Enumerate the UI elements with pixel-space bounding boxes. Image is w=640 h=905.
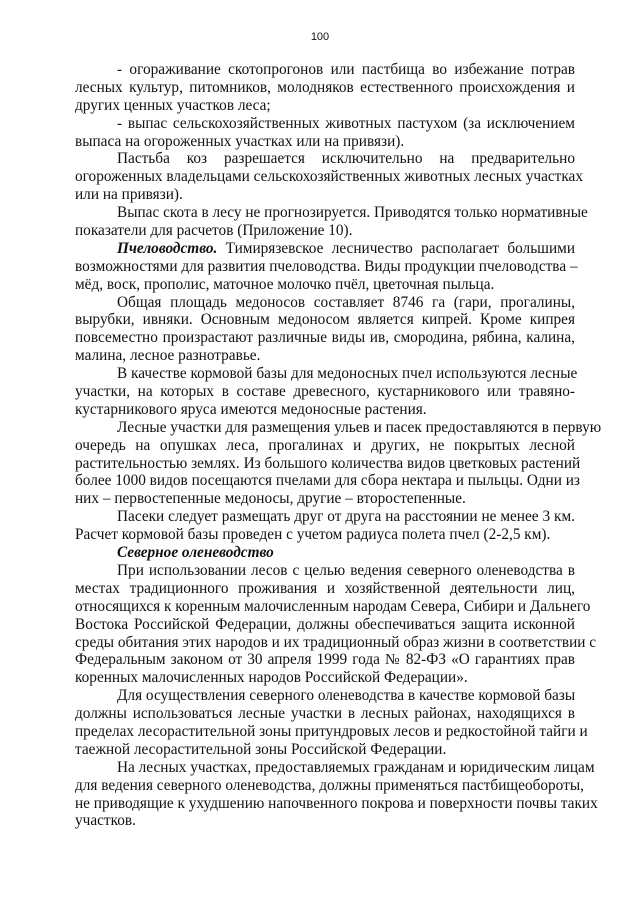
text-line: участков. [75, 812, 136, 830]
text-line: местах традиционного проживания и хозяйственной деятельности лиц, [75, 579, 575, 597]
text-line: растительностью землях. Из большого количества видов цветковых растений [75, 454, 581, 472]
paragraph [75, 204, 588, 240]
text-line: пределах лесорастительной зоны притундровых лесов и редкостойной тайги и [75, 722, 588, 740]
line-text: Тимирязевское лесничество располагает большими [217, 239, 575, 257]
text-line: других ценных участков леса; [75, 96, 271, 114]
text-line: вырубки, ивняки. Основным медоносом является кипрей. Кроме кипрея [75, 311, 575, 329]
text-line: них – первостепенные медоносы, другие – второстепенные. [75, 490, 466, 508]
text-line: коренных малочисленных народов Российской Федерации». [75, 669, 468, 687]
text-line: - огораживание скотопрогонов или пастбища во избежание потрав [117, 61, 575, 78]
text-line: - выпас сельскохозяйственных животных пастухом (за исключением [117, 114, 575, 132]
text-line: В качестве кормовой базы для медоносных пчел используются лесные [117, 365, 578, 383]
text-line: огороженных владельцами сельскохозяйственных животных лесных участках [75, 168, 583, 186]
text-line: относящихся к коренным малочисленным народам Севера, Сибири и Дальнего [75, 597, 591, 615]
text-line: Общая площадь медоносов составляет 8746 га (гари, прогалины, [117, 293, 575, 311]
paragraph [75, 508, 575, 544]
text-line: показатели для расчетов (Приложение 10). [75, 222, 353, 240]
paragraph [75, 150, 583, 204]
paragraph [75, 115, 575, 151]
text-line: участки, на которых в составе древесного, кустарникового или травяно- [75, 383, 575, 401]
text-line [75, 240, 575, 258]
text-line: возможностями для развития пчеловодства. Виды продукции пчеловодства – [75, 257, 578, 275]
text-line: Расчет кормовой базы проведен с учетом радиуса полета пчел (2-2,5 км). [75, 526, 551, 544]
text-line: Пасеки следует размещать друг от друга на расстоянии не менее 3 км. [117, 508, 575, 526]
paragraph [75, 239, 578, 294]
text-line: более 1000 видов посещаются пчелами для сбора нектара и пыльцы. Одни из [75, 472, 580, 490]
document-body [75, 61, 602, 830]
paragraph [75, 687, 588, 759]
paragraph [75, 544, 575, 562]
paragraph [75, 418, 602, 508]
paragraph [75, 561, 597, 687]
text-line: Пастьба коз разрешается исключительно на предварительно [117, 150, 575, 168]
text-line: На лесных участках, предоставляемых гражданам и юридическим лицам [117, 758, 595, 776]
section-heading: Северное оленеводство [117, 544, 274, 562]
text-line: очередь на опушках леса, прогалинах и других, не покрытых лесной [75, 436, 575, 454]
text-line: выпаса на огороженных участках или на привязи). [75, 132, 405, 150]
paragraph [75, 365, 578, 419]
text-line: мёд, воск, прополис, маточное молочко пчёл, цветочная пыльца. [75, 275, 495, 293]
text-line: или на привязи). [75, 186, 183, 204]
text-line: среды обитания этих народов и их традиционный образ жизни в соответствии с [75, 633, 597, 651]
text-line: должны использоваться лесные участки в лесных районах, находящихся в [75, 705, 575, 723]
page-number: 100 [310, 31, 330, 43]
text-line: Востока Российской Федерации, должны обеспечиваться защита исконной [75, 615, 575, 633]
paragraph [75, 294, 575, 366]
paragraph [75, 61, 575, 115]
paragraph [75, 758, 598, 831]
text-line: лесных культур, питомников, молодняков естественного происхождения и [75, 78, 575, 96]
text-line: не приводящие к ухудшению напочвенного покрова и поверхности почвы таких [75, 794, 598, 812]
text-line: малина, лесное разнотравье. [75, 347, 261, 365]
text-line: повсеместно произрастают различные виды ив, смородина, рябина, калина, [75, 329, 575, 347]
text-line: кустарникового яруса имеются медоносные растения. [75, 400, 427, 418]
text-line: При использовании лесов с целью ведения северного оленеводства в [117, 561, 575, 579]
text-line: Выпас скота в лесу не прогнозируется. Приводятся только нормативные [117, 204, 588, 222]
text-line: для ведения северного оленеводства, должны применяться пастбищеобороты, [75, 776, 584, 794]
text-line: таежной лесорастительной зоны Российской Федерации. [75, 740, 447, 758]
text-line: Федеральным законом от 30 апреля 1999 года № 82-ФЗ «О гарантиях прав [75, 651, 575, 669]
inline-heading: Пчеловодство. [117, 239, 218, 257]
text-line: Лесные участки для размещения ульев и пасек предоставляются в первую [117, 418, 602, 436]
text-line: Для осуществления северного оленеводства в качестве кормовой базы [117, 687, 576, 705]
